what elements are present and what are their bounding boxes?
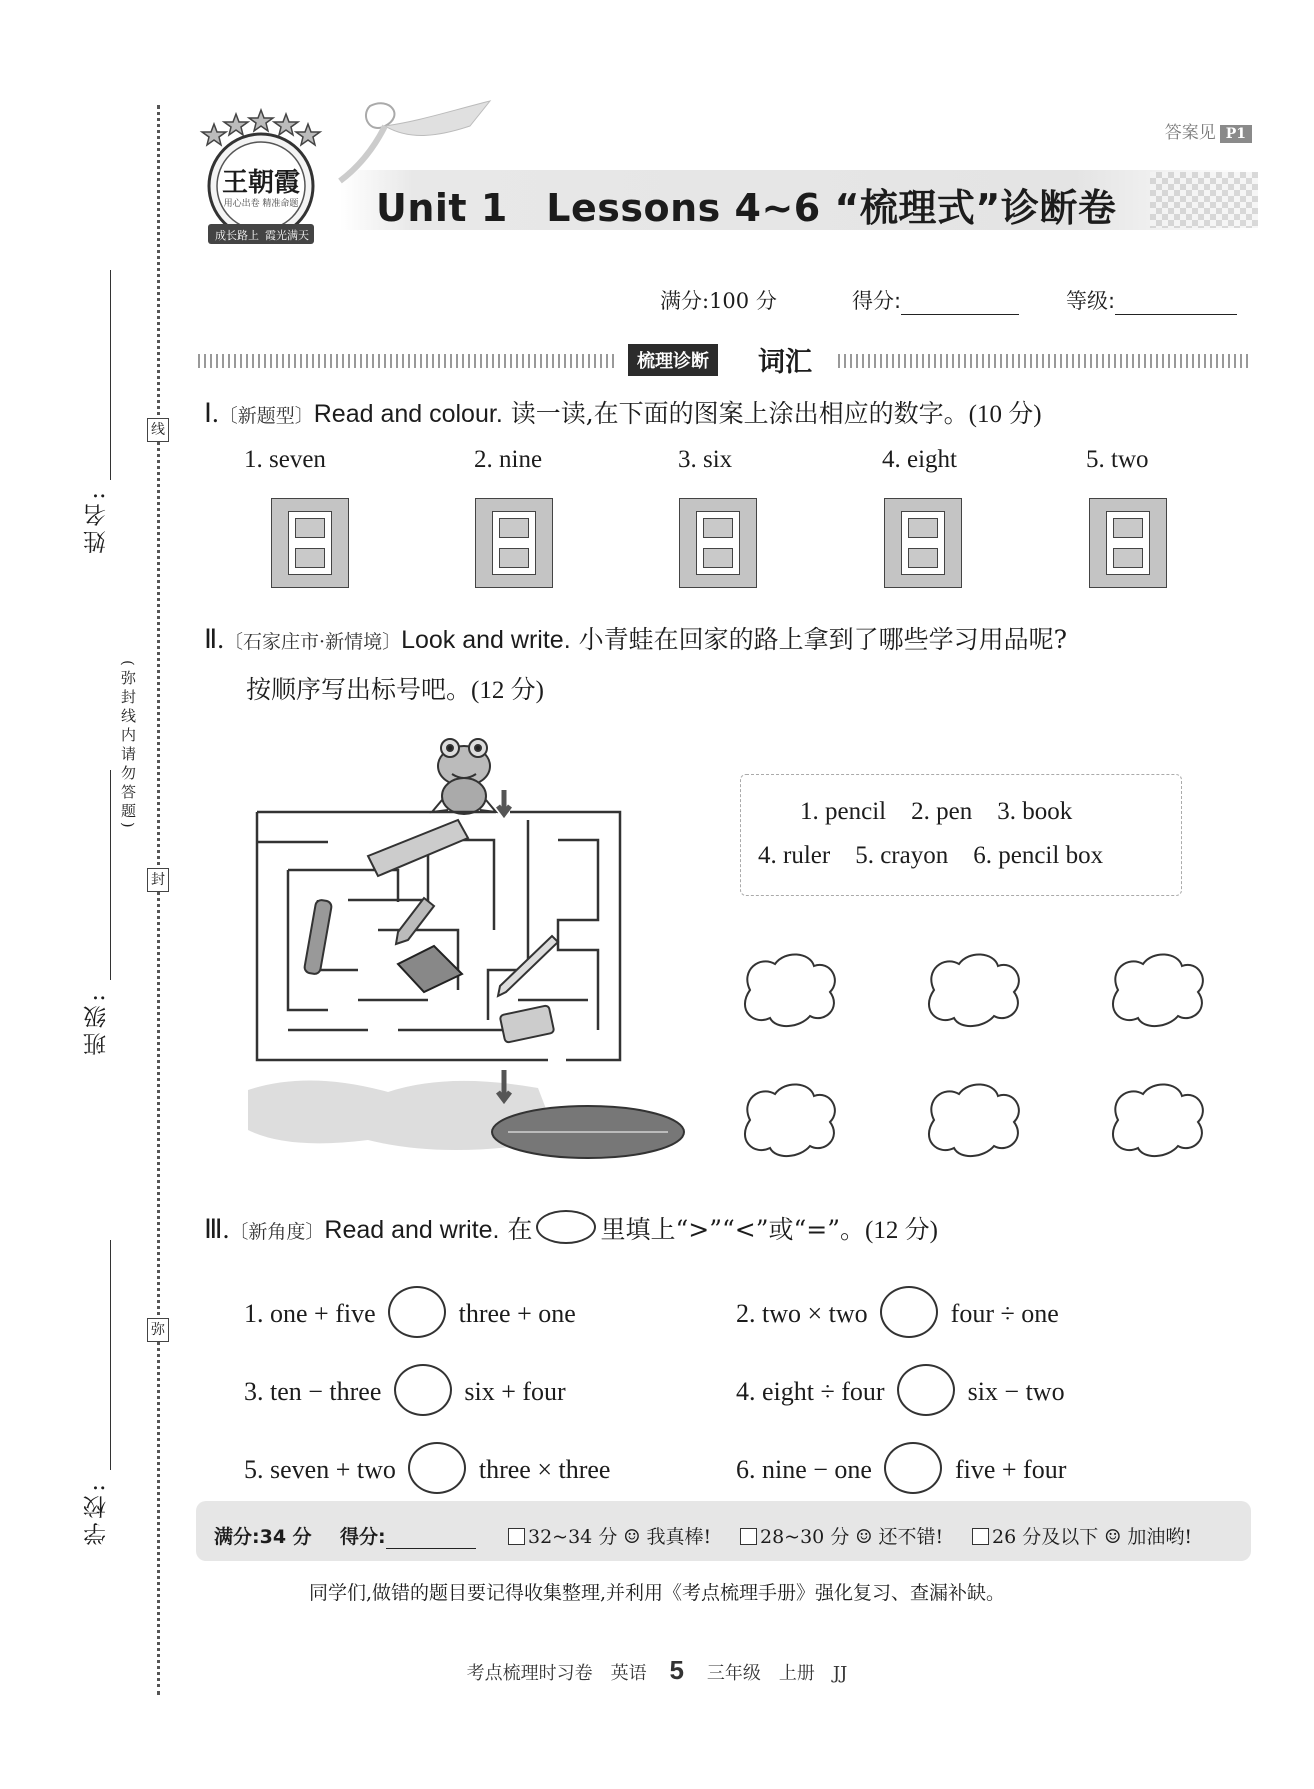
assessment-option: 28~30 分 ☺ 还不错!	[740, 1522, 943, 1549]
logo-slogan-right: 霞光满天	[265, 229, 309, 242]
binding-mark-mi: 弥	[147, 1318, 169, 1342]
section-hatch-left	[198, 354, 616, 368]
binding-note: (弥封线内请勿答题)	[119, 660, 137, 832]
q1-item: 2. nine	[474, 446, 543, 473]
frog-icon	[432, 739, 496, 814]
page-number: 5	[669, 1655, 685, 1685]
logo-motto: 用心出卷 精准命题	[223, 199, 299, 209]
assessment-option: 26 分及以下 ☺ 加油哟!	[972, 1522, 1192, 1549]
digit-pattern[interactable]	[884, 498, 962, 588]
answer-cloud[interactable]	[745, 954, 835, 1026]
book-icon	[398, 946, 462, 992]
compare-row: 2. two × two four ÷ one	[736, 1286, 1059, 1338]
school-blank[interactable]	[110, 1240, 113, 1470]
pencil-box-icon	[500, 1005, 555, 1043]
compare-row: 6. nine − one five + four	[736, 1442, 1066, 1494]
answer-clouds	[730, 950, 1210, 1180]
compare-bubble[interactable]	[884, 1442, 942, 1494]
footer-full-score: 满分:34 分	[214, 1526, 312, 1548]
answer-cloud[interactable]	[929, 1084, 1019, 1156]
option-checkbox[interactable]	[508, 1528, 525, 1545]
answer-cloud[interactable]	[1113, 1084, 1203, 1156]
binding-dotted-line	[157, 105, 160, 1695]
compare-row: 4. eight ÷ four six − two	[736, 1364, 1065, 1416]
maze-illustration[interactable]	[248, 720, 698, 1180]
checker-decoration	[1150, 172, 1258, 228]
q1-item: 5. two	[1086, 446, 1149, 473]
assessment-option: 32~34 分 ☺ 我真棒!	[508, 1522, 711, 1549]
review-tip: 同学们,做错的题目要记得收集整理,并利用《考点梳理手册》强化复习、查漏补缺。	[308, 1582, 1006, 1604]
logo	[186, 104, 336, 264]
compare-bubble[interactable]	[388, 1286, 446, 1338]
full-score: 满分:100 分	[660, 289, 777, 313]
page-footer: 考点梳理时习卷 英语 5 三年级 上册 JJ	[466, 1655, 848, 1685]
section-tag: 梳理诊断	[628, 344, 718, 376]
school-label: 学校:	[84, 1480, 110, 1546]
name-blank[interactable]	[110, 270, 113, 480]
compare-bubble[interactable]	[897, 1364, 955, 1416]
footer-score: 得分:	[340, 1522, 476, 1549]
score-blank[interactable]	[901, 292, 1019, 315]
crayon-icon	[396, 898, 434, 944]
answer-cloud[interactable]	[745, 1084, 835, 1156]
answer-cloud[interactable]	[1113, 954, 1203, 1026]
digit-pattern[interactable]	[475, 498, 553, 588]
digit-pattern[interactable]	[1089, 498, 1167, 588]
binding-mark-seal: 封	[147, 868, 169, 892]
page-title: Unit 1 Lessons 4~6 “梳理式”诊断卷	[376, 186, 1117, 230]
q2-heading: Ⅱ.〔石家庄市·新情境〕Look and write. 小青蛙在回家的路上拿到了哪些学习用品呢?	[204, 624, 1067, 654]
q1-item: 4. eight	[882, 446, 957, 473]
section-hatch-right	[838, 354, 1248, 368]
compare-row: 1. one + five three + one	[244, 1286, 576, 1338]
name-label: 姓名:	[84, 488, 110, 554]
q1-item: 1. seven	[244, 446, 326, 473]
compare-bubble[interactable]	[394, 1364, 452, 1416]
digit-pattern[interactable]	[679, 498, 757, 588]
q3-heading: Ⅲ.〔新角度〕Read and write. 在 里填上“>”“<”或“=”。(12 分)	[204, 1210, 938, 1246]
compare-row: 3. ten − three six + four	[244, 1364, 566, 1416]
word-bank-row: 1. pencil 2. pen 3. book	[800, 798, 1073, 825]
compare-row: 5. seven + two three × three	[244, 1442, 610, 1494]
bubble-icon	[536, 1210, 596, 1244]
class-blank[interactable]	[110, 770, 113, 980]
answer-reference: 答案见 P1	[1165, 118, 1252, 143]
logo-slogan-left: 成长路上	[215, 229, 259, 242]
q1-heading: Ⅰ.〔新题型〕Read and colour. 读一读,在下面的图案上涂出相应的数字。(10 分)	[204, 398, 1042, 428]
compare-bubble[interactable]	[880, 1286, 938, 1338]
ribbon-decoration-icon	[330, 96, 500, 186]
grade-blank[interactable]	[1115, 292, 1237, 315]
compare-bubble[interactable]	[408, 1442, 466, 1494]
logo-name: 王朝霞	[221, 168, 300, 198]
pen-icon	[304, 899, 333, 975]
binding-mark-line: 线	[147, 418, 169, 442]
class-label: 班级:	[84, 990, 110, 1056]
digit-pattern[interactable]	[271, 498, 349, 588]
q2-heading-line2: 按顺序写出标号吧。(12 分)	[246, 675, 544, 704]
q1-item: 3. six	[678, 446, 733, 473]
score-field: 得分:	[852, 285, 1019, 315]
option-checkbox[interactable]	[740, 1528, 757, 1545]
option-checkbox[interactable]	[972, 1528, 989, 1545]
section-name: 词汇	[758, 347, 812, 378]
word-bank-row: 4. ruler 5. crayon 6. pencil box	[758, 842, 1104, 869]
footer-score-blank[interactable]	[386, 1530, 476, 1549]
grade-field: 等级:	[1066, 285, 1237, 315]
answer-cloud[interactable]	[929, 954, 1019, 1026]
word-bank	[740, 774, 1182, 896]
ruler-icon	[368, 820, 468, 876]
